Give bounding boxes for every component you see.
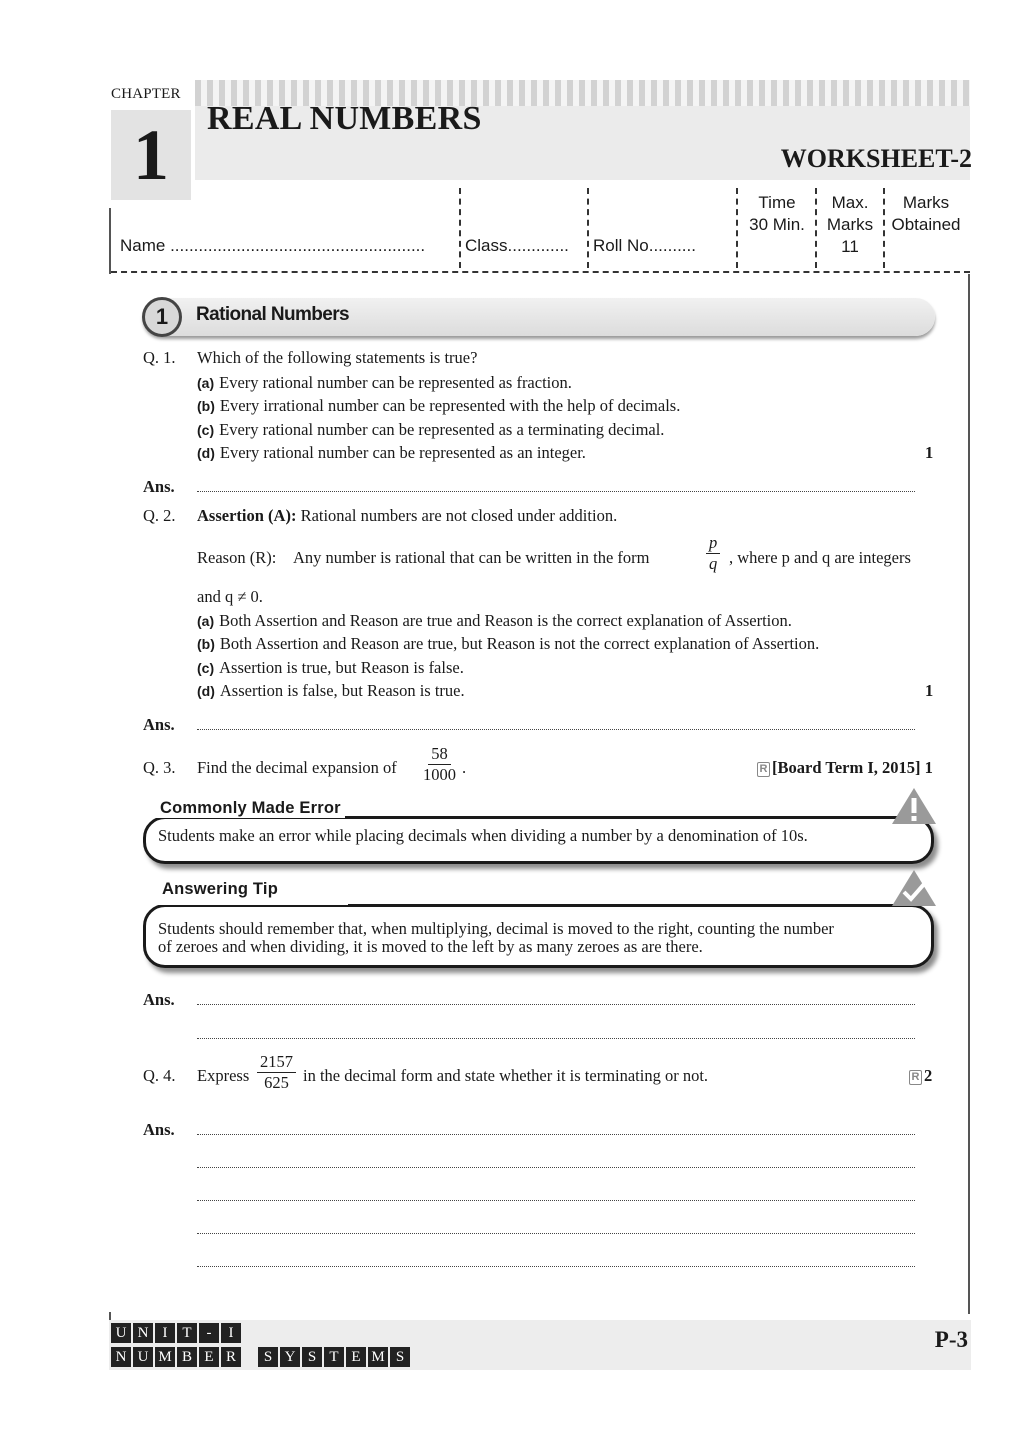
worksheet-title: WORKSHEET-2 bbox=[780, 144, 972, 173]
option-key: (a) bbox=[197, 613, 215, 629]
divider bbox=[736, 188, 738, 268]
warning-triangle-icon bbox=[890, 786, 938, 826]
fraction-denominator: 1000 bbox=[423, 765, 456, 784]
r-icon: R bbox=[757, 762, 770, 777]
option bbox=[197, 611, 792, 631]
time-value: 30 Min. bbox=[749, 215, 805, 234]
fraction-denominator: 625 bbox=[264, 1073, 289, 1092]
answer-line[interactable] bbox=[197, 1233, 915, 1234]
answer-line[interactable] bbox=[197, 1038, 915, 1039]
fraction-numerator: p bbox=[706, 533, 720, 554]
question-number: Q. 3. bbox=[143, 758, 176, 777]
answer-line[interactable] bbox=[197, 1134, 915, 1135]
question-text: Which of the following statements is true? bbox=[197, 348, 478, 367]
letter-tile: E bbox=[346, 1347, 366, 1367]
max-marks-label: Marks bbox=[826, 215, 874, 234]
question-number: Q. 4. bbox=[143, 1066, 176, 1085]
answer-label: Ans. bbox=[143, 477, 175, 496]
letter-tile: B bbox=[177, 1347, 197, 1367]
option-text: Both Assertion and Reason are true and Reason is the correct explanation of Assertion. bbox=[219, 611, 792, 630]
option-text: Every rational number can be represented as an integer. bbox=[219, 443, 586, 462]
letter-tile: E bbox=[199, 1347, 219, 1367]
reason-text: , where p and q are integers bbox=[729, 548, 911, 567]
option-key: (b) bbox=[197, 398, 215, 414]
option-key: (d) bbox=[197, 445, 215, 461]
option-key: (a) bbox=[197, 375, 215, 391]
question-number: Q. 2. bbox=[143, 506, 176, 525]
max-marks-label: Max. bbox=[831, 193, 869, 212]
chapter-number: 1 bbox=[111, 110, 191, 200]
option-key: (c) bbox=[197, 660, 215, 676]
page-border-right bbox=[968, 274, 970, 1314]
chapter-title: REAL NUMBERS bbox=[207, 100, 482, 137]
reason-label: Reason (R): bbox=[197, 548, 277, 567]
reason-text: and q ≠ 0. bbox=[197, 587, 263, 606]
letter-tile: R bbox=[221, 1347, 241, 1367]
option-text: Assertion is true, but Reason is false. bbox=[219, 658, 464, 677]
question-text: in the decimal form and state whether it is terminating or not. bbox=[303, 1066, 709, 1085]
class-field[interactable]: Class............. bbox=[465, 236, 569, 255]
page-number: P-3 bbox=[934, 1327, 968, 1352]
checkmark-triangle-icon bbox=[890, 868, 938, 908]
letter-tile: I bbox=[221, 1323, 241, 1343]
fraction-numerator: 58 bbox=[428, 744, 451, 765]
answer-line[interactable] bbox=[197, 1004, 915, 1005]
letter-tile: T bbox=[324, 1347, 344, 1367]
board-tag-text: [Board Term I, 2015] 1 bbox=[772, 758, 933, 777]
letter-tile: N bbox=[111, 1347, 131, 1367]
unit-label bbox=[111, 1323, 241, 1343]
option bbox=[197, 396, 680, 416]
time-label: Time bbox=[758, 193, 796, 212]
marks: 1 bbox=[925, 681, 934, 700]
tip-box-text: Students should remember that, when multiplying, decimal is moved to the right, counting the number bbox=[158, 919, 834, 938]
divider bbox=[815, 188, 817, 268]
letter-tile: - bbox=[199, 1323, 219, 1343]
tip-box-title: Answering Tip bbox=[158, 880, 348, 905]
letter-tile: U bbox=[133, 1347, 153, 1367]
option bbox=[197, 420, 664, 440]
section-number: 1 bbox=[142, 297, 182, 337]
letter-tile: N bbox=[133, 1323, 153, 1343]
name-field[interactable]: Name ...................................................... bbox=[120, 236, 426, 255]
letter-tile: S bbox=[390, 1347, 410, 1367]
letter-tile: I bbox=[155, 1323, 175, 1343]
marks: 1 bbox=[925, 443, 934, 462]
reason-text: Any number is rational that can be written in the form bbox=[293, 548, 650, 567]
option-text: Both Assertion and Reason are true, but Reason is not the correct explanation of Assertion. bbox=[219, 634, 820, 653]
option-key: (c) bbox=[197, 422, 215, 438]
question-text: . bbox=[462, 758, 467, 777]
answer-label: Ans. bbox=[143, 990, 175, 1009]
option-text: Assertion is false, but Reason is true. bbox=[219, 681, 465, 700]
question-number: Q. 1. bbox=[143, 348, 176, 367]
roll-field[interactable]: Roll No.......... bbox=[593, 236, 696, 255]
fraction-numerator: 2157 bbox=[257, 1052, 296, 1073]
marks-obtained-label: Marks bbox=[902, 193, 950, 212]
error-box-text: Students make an error while placing decimals when dividing a number by a denomination of 10s. bbox=[158, 826, 808, 845]
divider bbox=[459, 188, 461, 268]
answer-line[interactable] bbox=[197, 729, 915, 730]
error-box-title: Commonly Made Error bbox=[156, 799, 345, 818]
question-text: Find the decimal expansion of bbox=[197, 758, 397, 777]
answer-label: Ans. bbox=[143, 1120, 175, 1139]
fraction bbox=[257, 1052, 296, 1093]
fraction-denominator: q bbox=[709, 554, 718, 573]
option bbox=[197, 373, 572, 393]
letter-tile: S bbox=[302, 1347, 322, 1367]
letter-tile: Y bbox=[280, 1347, 300, 1367]
letter-tile: M bbox=[155, 1347, 175, 1367]
option-text: Every irrational number can be represented with the help of decimals. bbox=[219, 396, 681, 415]
unit-name bbox=[111, 1347, 241, 1367]
answer-line[interactable] bbox=[197, 1200, 915, 1201]
board-tag bbox=[757, 758, 933, 778]
letter-tile: T bbox=[177, 1323, 197, 1343]
max-marks-cell bbox=[819, 192, 881, 258]
question-text: Express bbox=[197, 1066, 250, 1085]
letter-tile: M bbox=[368, 1347, 388, 1367]
option-text: Every rational number can be represented as a terminating decimal. bbox=[219, 420, 665, 439]
page-border-left bbox=[109, 208, 111, 274]
marks-obtained-label: Obtained bbox=[891, 215, 961, 234]
fraction bbox=[706, 533, 720, 574]
option-key: (d) bbox=[197, 683, 215, 699]
divider bbox=[883, 188, 885, 268]
time-cell bbox=[740, 192, 814, 236]
letter-tile: S bbox=[258, 1347, 278, 1367]
assertion bbox=[197, 506, 617, 526]
chapter-label: CHAPTER bbox=[111, 86, 181, 102]
marks-value: 2 bbox=[924, 1066, 933, 1085]
option bbox=[197, 443, 586, 463]
marks-obtained-cell[interactable] bbox=[887, 192, 965, 236]
assertion-label: Assertion (A): bbox=[197, 506, 297, 525]
option-text: Every rational number can be represented as fraction. bbox=[219, 373, 572, 392]
answer-label: Ans. bbox=[143, 715, 175, 734]
r-icon: R bbox=[909, 1070, 922, 1085]
header-separator bbox=[111, 271, 970, 273]
answer-line[interactable] bbox=[197, 491, 915, 492]
fraction bbox=[420, 744, 459, 785]
option bbox=[197, 681, 465, 701]
answer-line[interactable] bbox=[197, 1266, 915, 1267]
unit-name bbox=[258, 1347, 410, 1367]
option bbox=[197, 658, 464, 678]
marks bbox=[909, 1066, 932, 1086]
section-title: Rational Numbers bbox=[196, 304, 349, 325]
option bbox=[197, 634, 819, 654]
tip-box-text: of zeroes and when dividing, it is moved to the left by as many zeroes as are there. bbox=[158, 937, 703, 956]
option-key: (b) bbox=[197, 636, 215, 652]
divider bbox=[587, 188, 589, 268]
answer-line[interactable] bbox=[197, 1167, 915, 1168]
assertion-text: Rational numbers are not closed under addition. bbox=[300, 506, 618, 525]
max-marks-value: 11 bbox=[841, 237, 859, 256]
letter-tile: U bbox=[111, 1323, 131, 1343]
